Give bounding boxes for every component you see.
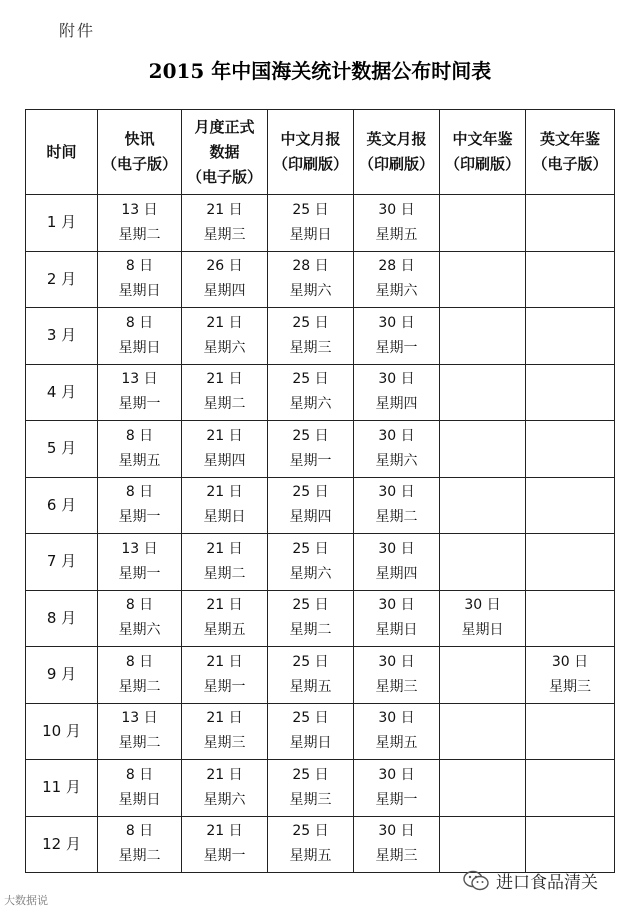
date-day: 25 日 [292,427,329,444]
header-line: （印刷版） [272,155,348,173]
date-day: 21 日 [206,427,243,444]
header-col-6 [526,110,615,195]
date-cell [268,477,354,534]
date-day: 25 日 [292,484,329,501]
date-cell [268,534,354,591]
date-day: 13 日 [121,371,158,388]
header-col-1 [98,110,182,195]
date-day: 25 日 [292,823,329,840]
date-cell [182,703,268,760]
date-cell [268,364,354,421]
date-weekday: 星期一 [203,678,246,695]
date-cell [440,590,526,647]
date-cell [526,703,615,760]
date-cell [354,534,440,591]
date-cell [182,647,268,704]
header-line: 英文月报 [366,130,427,148]
date-day: 8 日 [125,258,154,275]
month-cell: 4 月 [26,364,98,421]
date-weekday: 星期六 [289,396,332,413]
month-cell: 11 月 [26,760,98,817]
date-weekday: 星期三 [375,848,418,865]
date-cell [268,421,354,478]
date-day: 25 日 [292,653,329,670]
date-cell [354,308,440,365]
date-weekday: 星期五 [375,226,418,243]
date-weekday: 星期二 [203,396,246,413]
date-cell [182,308,268,365]
header-line: 月度正式 [194,117,255,136]
date-cell [98,251,182,308]
header-col-4 [354,110,440,195]
table-row [26,590,615,647]
table-row [26,477,615,534]
date-cell [268,251,354,308]
date-day: 28 日 [292,258,329,275]
date-cell [526,195,615,252]
date-day: 21 日 [206,540,243,557]
date-day: 21 日 [206,653,243,670]
month-cell: 5 月 [26,421,98,478]
date-day: 30 日 [378,823,415,840]
date-cell [98,760,182,817]
date-cell [354,477,440,534]
date-cell [526,760,615,817]
page-title: 2015 年中国海关统计数据公布时间表 [148,59,492,83]
date-weekday: 星期三 [549,678,591,695]
date-weekday: 星期二 [375,509,418,526]
date-day: 21 日 [206,371,243,388]
wechat-icon [462,869,490,893]
date-cell [98,195,182,252]
date-cell [354,195,440,252]
date-cell [182,816,268,873]
date-cell [440,477,526,534]
date-weekday: 星期日 [118,283,161,300]
date-day: 8 日 [125,314,154,331]
date-weekday: 星期五 [289,678,332,695]
date-weekday: 星期日 [118,791,161,808]
date-day: 25 日 [292,314,329,331]
date-weekday: 星期一 [118,565,161,582]
date-weekday: 星期五 [375,735,418,752]
date-cell [182,195,268,252]
date-weekday: 星期二 [118,735,161,752]
date-cell [98,308,182,365]
date-day: 13 日 [121,540,158,557]
date-day: 26 日 [206,258,243,275]
header-line: （电子版） [186,167,262,186]
date-cell [182,590,268,647]
header-line: （电子版） [101,155,177,173]
date-day: 30 日 [378,653,415,670]
header-time [26,110,98,195]
date-weekday: 星期四 [375,396,418,413]
date-cell [98,703,182,760]
month-cell: 7 月 [26,534,98,591]
date-cell [182,421,268,478]
date-day: 25 日 [292,540,329,557]
date-cell [268,760,354,817]
header-col-3 [268,110,354,195]
header-col-2 [182,110,268,195]
table-row [26,647,615,704]
month-cell: 3 月 [26,308,98,365]
date-weekday: 星期日 [289,735,332,752]
date-cell [526,647,615,704]
date-day: 8 日 [125,653,154,670]
table-body [26,195,615,873]
date-cell [268,647,354,704]
date-weekday: 星期二 [118,678,161,695]
date-cell [98,816,182,873]
header-line: 数据 [209,142,240,161]
date-cell [268,308,354,365]
month-cell: 8 月 [26,590,98,647]
date-weekday: 星期五 [289,848,332,865]
date-day: 21 日 [206,766,243,783]
date-cell [440,308,526,365]
date-day: 8 日 [125,427,154,444]
date-weekday: 星期四 [203,452,246,469]
month-cell: 2 月 [26,251,98,308]
date-cell [98,364,182,421]
date-day: 21 日 [206,201,243,218]
date-day: 30 日 [378,540,415,557]
header-line: 快讯 [124,130,155,148]
date-cell [268,816,354,873]
date-cell [440,195,526,252]
date-weekday: 星期日 [203,509,246,526]
date-day: 30 日 [378,201,415,218]
month-cell: 9 月 [26,647,98,704]
date-day: 30 日 [378,710,415,727]
date-day: 30 日 [378,314,415,331]
date-cell [182,534,268,591]
date-cell [182,760,268,817]
date-cell [440,760,526,817]
date-day: 30 日 [464,597,501,614]
date-day: 25 日 [292,766,329,783]
date-cell [526,816,615,873]
date-weekday: 星期三 [289,339,332,356]
date-cell [98,590,182,647]
footer-source-mark: 大数据说 [4,894,48,907]
date-cell [354,816,440,873]
date-weekday: 星期六 [289,565,332,582]
date-weekday: 星期一 [375,339,418,356]
date-day: 21 日 [206,823,243,840]
date-cell [268,703,354,760]
month-cell: 10 月 [26,703,98,760]
date-weekday: 星期六 [375,283,418,300]
date-cell [98,421,182,478]
header-line: （电子版） [532,155,608,173]
date-day: 8 日 [125,597,154,614]
table-row [26,308,615,365]
header-line: （印刷版） [444,155,520,173]
date-cell [526,421,615,478]
date-cell [526,477,615,534]
date-day: 21 日 [206,597,243,614]
header-line: 时间 [46,142,77,161]
table-row [26,760,615,817]
brand-name: 进口食品清关 [496,873,598,893]
date-day: 25 日 [292,371,329,388]
date-cell [354,703,440,760]
date-day: 25 日 [292,710,329,727]
date-cell [268,195,354,252]
date-day: 8 日 [125,823,154,840]
date-day: 21 日 [206,710,243,727]
month-cell: 1 月 [26,195,98,252]
date-cell [182,364,268,421]
date-cell [526,308,615,365]
date-weekday: 星期二 [118,226,161,243]
date-day: 25 日 [292,201,329,218]
header-line: 英文年鉴 [539,130,600,148]
date-cell [526,534,615,591]
date-weekday: 星期六 [203,339,246,356]
date-weekday: 星期二 [118,848,161,865]
date-weekday: 星期三 [289,791,332,808]
date-weekday: 星期日 [375,622,418,639]
date-weekday: 星期一 [203,848,246,865]
date-cell [354,760,440,817]
table-row [26,195,615,252]
date-day: 21 日 [206,314,243,331]
date-weekday: 星期六 [118,622,161,639]
date-weekday: 星期二 [203,565,246,582]
date-weekday: 星期三 [203,735,246,752]
date-cell [440,534,526,591]
date-weekday: 星期四 [203,283,246,300]
attachment-label: 附件 [59,21,96,40]
date-weekday: 星期五 [203,622,246,639]
date-weekday: 星期一 [118,396,161,413]
footer-brand [462,868,598,893]
date-cell [440,251,526,308]
date-weekday: 星期一 [289,452,332,469]
date-day: 13 日 [121,710,158,727]
table-row [26,703,615,760]
date-weekday: 星期三 [375,678,418,695]
date-weekday: 星期六 [203,791,246,808]
table-header-row [26,110,615,195]
date-day: 30 日 [551,653,589,670]
date-day: 25 日 [292,597,329,614]
header-line: （印刷版） [358,155,434,173]
date-weekday: 星期五 [118,452,161,469]
date-cell [354,647,440,704]
date-cell [354,364,440,421]
date-cell [440,703,526,760]
month-cell: 12 月 [26,816,98,873]
header-line: 中文年鉴 [452,130,513,148]
date-weekday: 星期四 [289,509,332,526]
date-cell [98,647,182,704]
date-cell [98,534,182,591]
month-cell: 6 月 [26,477,98,534]
date-cell [526,590,615,647]
date-weekday: 星期三 [203,226,246,243]
date-cell [354,251,440,308]
date-day: 30 日 [378,427,415,444]
date-weekday: 星期六 [289,283,332,300]
date-day: 8 日 [125,766,154,783]
date-weekday: 星期一 [375,791,418,808]
date-cell [440,647,526,704]
schedule-table [25,109,615,873]
header-col-5 [440,110,526,195]
date-cell [268,590,354,647]
date-day: 13 日 [121,201,158,218]
date-cell [440,364,526,421]
date-weekday: 星期日 [289,226,332,243]
date-day: 28 日 [378,258,415,275]
table-row [26,421,615,478]
date-day: 30 日 [378,484,415,501]
date-day: 30 日 [378,766,415,783]
date-cell [440,421,526,478]
date-cell [182,477,268,534]
date-cell [354,421,440,478]
date-cell [526,251,615,308]
date-weekday: 星期四 [375,565,418,582]
header-line: 中文月报 [280,130,341,148]
date-weekday: 星期日 [461,622,504,639]
date-weekday: 星期六 [375,452,418,469]
table-row [26,816,615,873]
date-day: 30 日 [378,371,415,388]
date-cell [354,590,440,647]
date-day: 30 日 [378,597,415,614]
date-cell [440,816,526,873]
date-cell [526,364,615,421]
date-weekday: 星期一 [118,509,161,526]
table-row [26,251,615,308]
date-weekday: 星期二 [289,622,332,639]
table-row [26,534,615,591]
table-row [26,364,615,421]
date-day: 8 日 [125,484,154,501]
date-cell [182,251,268,308]
date-day: 21 日 [206,484,243,501]
date-weekday: 星期日 [118,339,161,356]
date-cell [98,477,182,534]
